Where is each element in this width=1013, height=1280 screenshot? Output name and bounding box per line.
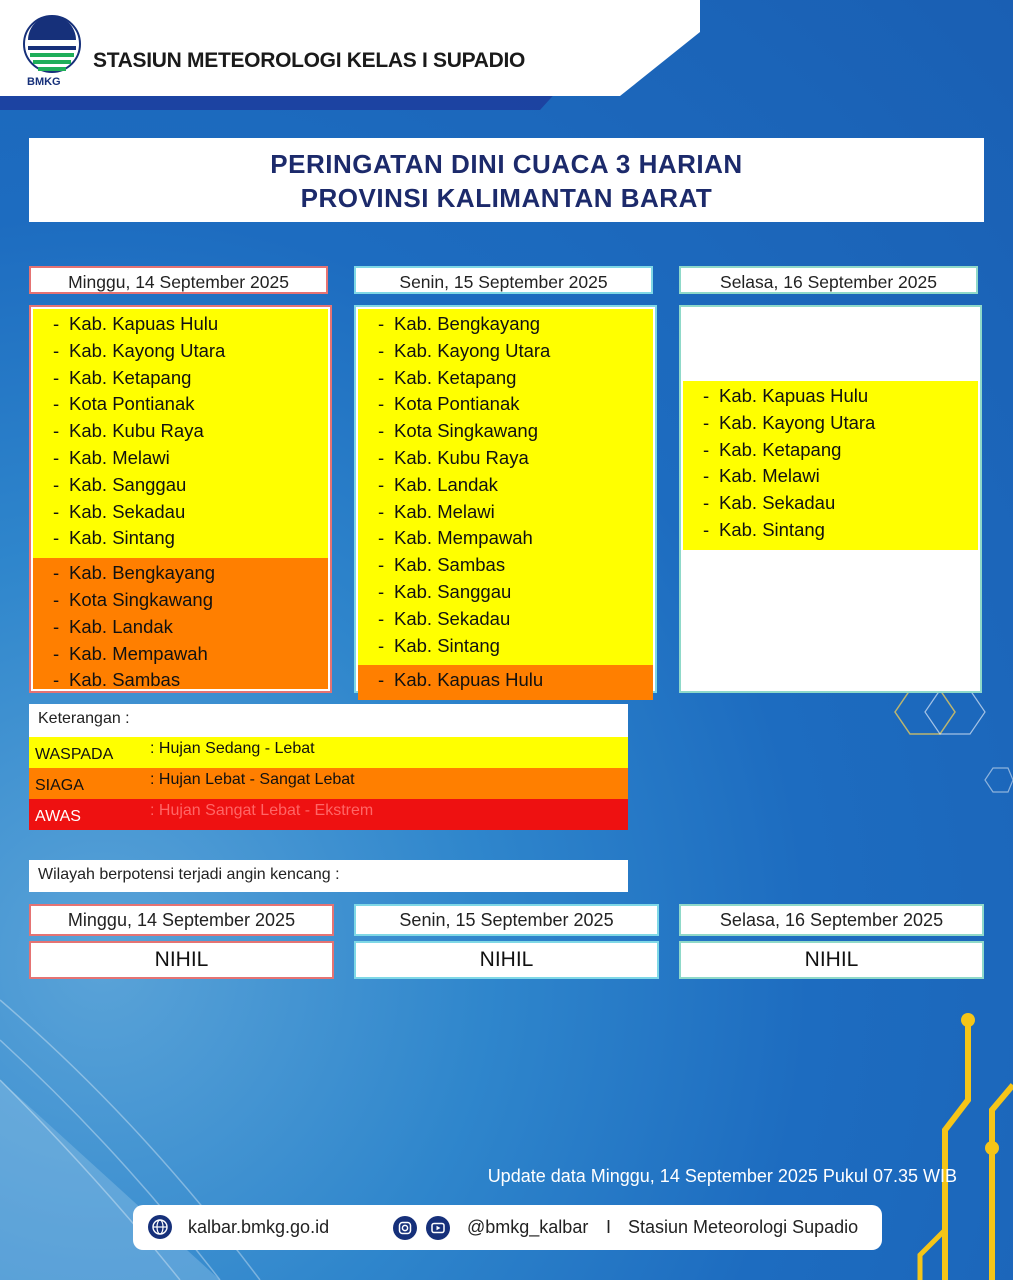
bullet-dash: - (378, 473, 385, 495)
bullet-dash: - (703, 519, 710, 540)
bullet-dash: - (53, 527, 60, 549)
header-banner (0, 0, 700, 96)
bullet-dash: - (378, 366, 385, 388)
bullet-dash: - (53, 313, 60, 334)
region-name: Kab. Kapuas Hulu (719, 385, 869, 406)
bullet-dash: - (53, 473, 60, 495)
region-name: Kab. Melawi (69, 447, 170, 468)
region-item (378, 393, 519, 415)
region-name: Kab. Kapuas Hulu (69, 313, 219, 334)
region-item (53, 393, 194, 415)
region-name: Kab. Ketapang (719, 438, 842, 460)
region-name: Kab. Kubu Raya (394, 447, 529, 468)
bullet-dash: - (53, 393, 60, 415)
region-item (703, 412, 875, 434)
region-item (53, 420, 204, 442)
warning-column-day-1 (29, 305, 332, 693)
region-name: Kota Singkawang (69, 588, 213, 610)
wind-day-header-1: Minggu, 14 September 2025 (29, 904, 334, 936)
region-name: Kab. Sintang (69, 527, 175, 549)
bullet-dash: - (703, 411, 710, 433)
social-handle[interactable]: @bmkg_kalbar (467, 1217, 589, 1237)
region-name: Kab. Bengkayang (69, 562, 216, 584)
region-item (378, 608, 510, 630)
region-item (53, 562, 215, 584)
legend-label: AWAS (35, 808, 81, 825)
wind-section-label (29, 860, 628, 892)
region-name: Kab. Sintang (394, 634, 500, 656)
wind-value-3: NIHIL (679, 941, 984, 979)
region-item (703, 519, 825, 541)
region-item (53, 589, 213, 611)
region-name: Kab. Sintang (719, 519, 825, 540)
legend-row-siaga (29, 768, 628, 799)
region-item (378, 340, 550, 362)
warning-column-day-3 (679, 305, 982, 693)
footer-separator: I (606, 1217, 612, 1237)
region-name: Kab. Kubu Raya (69, 420, 204, 442)
legend-label: SIAGA (35, 777, 84, 794)
region-item (53, 669, 180, 691)
bullet-dash: - (53, 366, 60, 388)
region-item (378, 635, 500, 657)
region-name: Kab. Sekadau (69, 500, 186, 522)
bullet-dash: - (703, 492, 710, 514)
region-name: Kab. Ketapang (394, 366, 517, 388)
legend-box (29, 704, 628, 830)
region-name: Kab. Ketapang (69, 366, 192, 388)
bullet-dash: - (53, 642, 60, 664)
bullet-dash: - (53, 339, 60, 361)
bullet-dash: - (53, 669, 60, 691)
legend-label: WASPADA (35, 746, 114, 763)
warning-column-day-2 (354, 305, 657, 693)
bullet-dash: - (53, 447, 60, 468)
bullet-dash: - (378, 581, 385, 602)
region-name: Kab. Kapuas Hulu (394, 669, 544, 691)
bullet-dash: - (378, 634, 385, 656)
bullet-dash: - (378, 420, 385, 442)
instagram-icon[interactable] (393, 1216, 417, 1240)
region-item (53, 313, 218, 335)
region-name: Kab. Kayong Utara (394, 339, 551, 361)
region-name: Kab. Melawi (719, 465, 820, 487)
bullet-dash: - (378, 669, 385, 691)
title-box (29, 138, 984, 222)
region-name: Kab. Bengkayang (394, 313, 541, 334)
region-item (378, 554, 505, 576)
region-item (703, 492, 835, 514)
region-name: Kab. Mempawah (69, 642, 208, 664)
waspada-band (33, 309, 328, 558)
bullet-dash: - (53, 562, 60, 584)
title-line-2: PROVINSI KALIMANTAN BARAT (300, 183, 713, 213)
region-item (378, 420, 538, 442)
legend-desc: : Hujan Lebat - Sangat Lebat (150, 771, 355, 788)
website-link[interactable]: kalbar.bmkg.go.id (188, 1217, 330, 1237)
station-name: Stasiun Meteorologi Supadio (628, 1217, 859, 1237)
region-item (53, 447, 170, 469)
legend-row-awas (29, 799, 628, 830)
region-item (53, 501, 185, 523)
bullet-dash: - (378, 500, 385, 522)
bullet-dash: - (378, 339, 385, 361)
region-item (703, 385, 868, 407)
siaga-band (33, 558, 328, 689)
bullet-dash: - (703, 438, 710, 460)
wind-value-2: NIHIL (354, 941, 659, 979)
region-item (378, 669, 543, 691)
region-name: Kab. Sanggau (394, 581, 512, 602)
day-header-1: Minggu, 14 September 2025 (29, 266, 328, 294)
legend-title: Keterangan : (38, 710, 130, 727)
station-title: STASIUN METEOROLOGI KELAS I SUPADIO (93, 49, 526, 72)
bullet-dash: - (378, 527, 385, 549)
legend-row-waspada (29, 737, 628, 768)
region-name: Kab. Mempawah (394, 527, 533, 549)
region-item (378, 474, 498, 496)
region-name: Kab. Sambas (394, 554, 506, 576)
day-header-2: Senin, 15 September 2025 (354, 266, 653, 294)
youtube-icon[interactable] (426, 1216, 450, 1240)
title-line-1: PERINGATAN DINI CUACA 3 HARIAN (270, 149, 743, 179)
region-item (53, 643, 208, 665)
bullet-dash: - (378, 447, 385, 468)
region-name: Kab. Kayong Utara (719, 411, 876, 433)
region-item (378, 367, 516, 389)
region-item (703, 439, 841, 461)
bullet-dash: - (378, 393, 385, 415)
region-name: Kab. Landak (394, 473, 498, 495)
region-name: Kab. Sekadau (719, 492, 836, 514)
region-item (378, 313, 540, 335)
bullet-dash: - (378, 313, 385, 334)
bullet-dash: - (703, 385, 710, 406)
bullet-dash: - (378, 607, 385, 629)
logo-text: BMKG (27, 76, 61, 88)
bullet-dash: - (378, 554, 385, 576)
region-name: Kota Pontianak (394, 393, 520, 415)
region-item (378, 527, 533, 549)
wind-day-header-3: Selasa, 16 September 2025 (679, 904, 984, 936)
waspada-band (358, 309, 653, 665)
region-name: Kota Singkawang (394, 420, 538, 442)
region-item (378, 581, 511, 603)
region-name: Kab. Sekadau (394, 607, 511, 629)
region-item (53, 616, 173, 638)
region-name: Kab. Melawi (394, 500, 495, 522)
legend-desc: : Hujan Sangat Lebat - Ekstrem (150, 802, 374, 819)
bullet-dash: - (53, 588, 60, 610)
region-item (53, 527, 175, 549)
siaga-band (358, 665, 653, 700)
bullet-dash: - (53, 615, 60, 637)
legend-desc: : Hujan Sedang - Lebat (150, 740, 315, 757)
region-item (53, 367, 191, 389)
wind-label-text: Wilayah berpotensi terjadi angin kencang : (38, 866, 340, 883)
waspada-band (683, 381, 978, 550)
region-item (53, 474, 186, 496)
footer-bar (133, 1205, 882, 1250)
region-name: Kab. Kayong Utara (69, 339, 226, 361)
bullet-dash: - (53, 420, 60, 442)
day-header-3: Selasa, 16 September 2025 (679, 266, 978, 294)
bullet-dash: - (703, 465, 710, 487)
update-timestamp: Update data Minggu, 14 September 2025 Pukul 07.35 WIB (487, 1166, 957, 1186)
region-item (378, 501, 495, 523)
region-item (703, 465, 820, 487)
wind-day-header-2: Senin, 15 September 2025 (354, 904, 659, 936)
region-item (53, 340, 225, 362)
globe-icon (148, 1215, 172, 1239)
region-item (378, 447, 529, 469)
region-name: Kota Pontianak (69, 393, 195, 415)
region-name: Kab. Sanggau (69, 473, 187, 495)
wind-value-1: NIHIL (29, 941, 334, 979)
region-name: Kab. Landak (69, 615, 173, 637)
region-name: Kab. Sambas (69, 669, 181, 691)
bullet-dash: - (53, 500, 60, 522)
